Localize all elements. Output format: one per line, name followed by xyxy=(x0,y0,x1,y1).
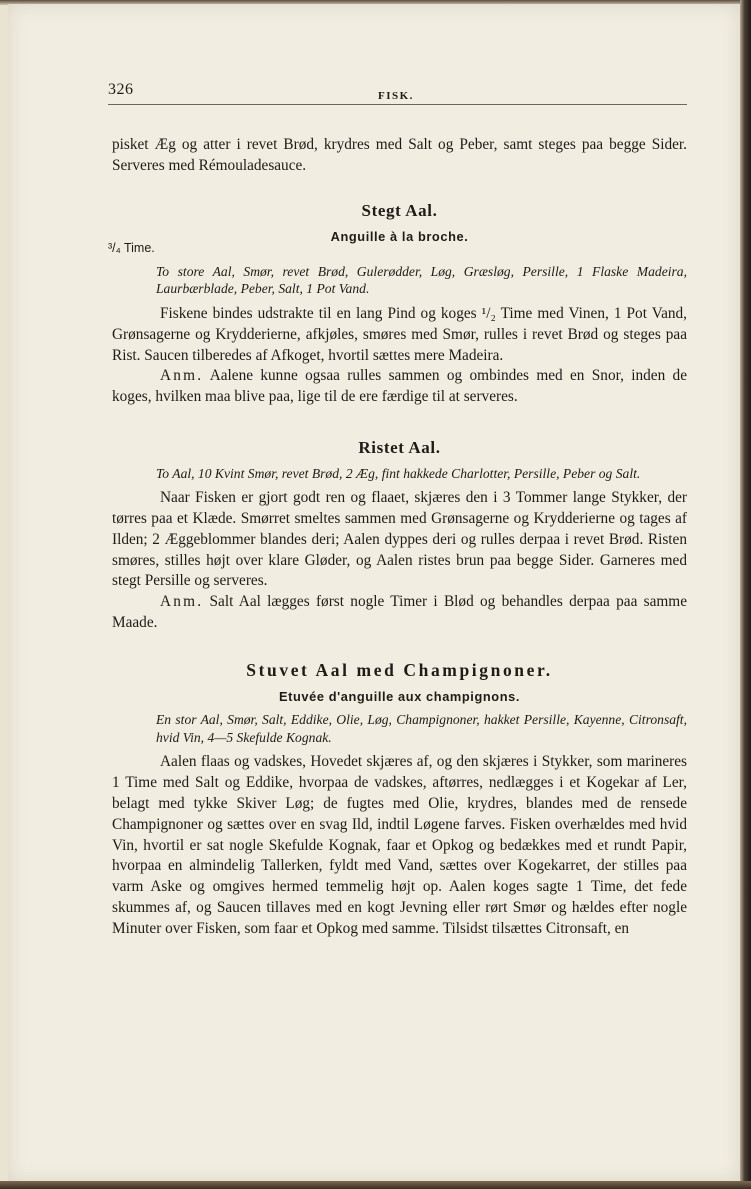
running-head: FISK. xyxy=(378,90,414,102)
intro-paragraph: pisket Æg og atter i revet Brød, krydres med Salt og Peber, samt steges paa begge Sider. Serveres med Rémouladesauce. xyxy=(112,136,687,174)
recipe-title: Stegt Aal. xyxy=(361,200,438,220)
page-header xyxy=(108,70,687,105)
note-label: Anm. xyxy=(160,367,204,385)
ingredient-list: To store Aal, Smør, revet Brød, Gulerødder, Løg, Græsløg, Persille, 1 Flaske Madeira, Laurbærblade, Peber, Salt, 1 Pot Vand. xyxy=(156,263,687,297)
recipe-body: Naar Fisken er gjort godt ren og flaaet, skjæres den i 3 Tommer lange Stykker, der tørres paa et Klæde. Smørret smeltes sammen med Grønsagerne og Krydderierne og tages af Ilden; 2 Æggeblommer blandes deri; Aalen dyppes deri og rulles derpaa i revet Brød. Risten smøres, stilles højt over klare Gløder, og Aalen ristes brun paa begge Sider. Garneres med stegt Persille og serveres. xyxy=(112,489,687,590)
cooking-time: ³/₄ Time. xyxy=(108,241,155,256)
recipe-ristet-aal xyxy=(112,438,687,634)
recipe-stuvet-aal xyxy=(112,660,687,940)
page-number: 326 xyxy=(108,81,134,98)
note-text: Aalene kunne ogsaa rulles sammen og ombindes med en Snor, inden de koges, hvilken maa blive paa, lige til de ere færdige til at serveres. xyxy=(112,367,687,406)
ingredient-list: En stor Aal, Smør, Salt, Eddike, Olie, Løg, Champignoner, hakket Persille, Kayenne, Citronsaft, hvid Vin, 4—5 Skefulde Kognak. xyxy=(156,712,687,745)
book-spine-edge xyxy=(740,0,751,1189)
recipe-note xyxy=(112,366,687,408)
page-bottom-edge xyxy=(0,1181,751,1189)
recipe-note xyxy=(112,592,687,634)
recipe-stegt-aal xyxy=(108,200,687,408)
recipe-body: Aalen flaas og vadskes, Hovedet skjæres af, og den skjæres i Stykker, som marineres 1 Time med Salt og Eddike, hvorpaa de vadskes, aftørres, nedlægges i et Kogekar af Ler, belagt med tykke Skiver Løg; de fugtes med Olie, krydres, blandes med de rensede Champignoner og sættes over en svag Ild, indtil Løgene farves. Fisken overhældes med hvid Vin, hvortil er sat nogle Skefulde Kognak, faar et Opkog og bedækkes med et rundt Papir, hvorpaa en almindelig Tallerken, fyldt med Vand, sættes over Kogekarret, der stilles paa varm Aske og omgives hermed temmelig højt op. Aalen koges sagte 1 Time, det fede skummes af, og Saucen tillaves med en kogt Jevning eller rørt Smør og hældes efter nogle Minuter over Fisken, som faar et Opkog med samme. Tilsidst tilsættes Citronsaft, en xyxy=(112,753,687,937)
recipe-body: Fiskene bindes udstrakte til en lang Pind og koges ¹/₂ Time med Vinen, 1 Pot Vand, Grønsagerne og Krydderierne, afkjøles, smøres med Smør, rulles i revet Brød og steges paa Rist. Saucen tilberedes af Afkoget, hvortil sættes mere Madeira. xyxy=(112,304,687,364)
note-label: Anm. xyxy=(160,593,204,611)
recipe-title: Stuvet Aal med Champignoner. xyxy=(246,659,553,680)
recipe-subtitle: Anguille à la broche. xyxy=(330,229,469,245)
recipe-subtitle: Etuvée d'anguille aux champignons. xyxy=(278,688,521,704)
recipe-title: Ristet Aal. xyxy=(358,437,441,457)
page-content xyxy=(108,70,687,940)
ingredient-list: To Aal, 10 Kvint Smør, revet Brød, 2 Æg, fint hakkede Charlotter, Persille, Peber og Salt. xyxy=(156,465,641,481)
note-text: Salt Aal lægges først nogle Timer i Blød og behandles derpaa paa samme Maade. xyxy=(112,593,687,632)
